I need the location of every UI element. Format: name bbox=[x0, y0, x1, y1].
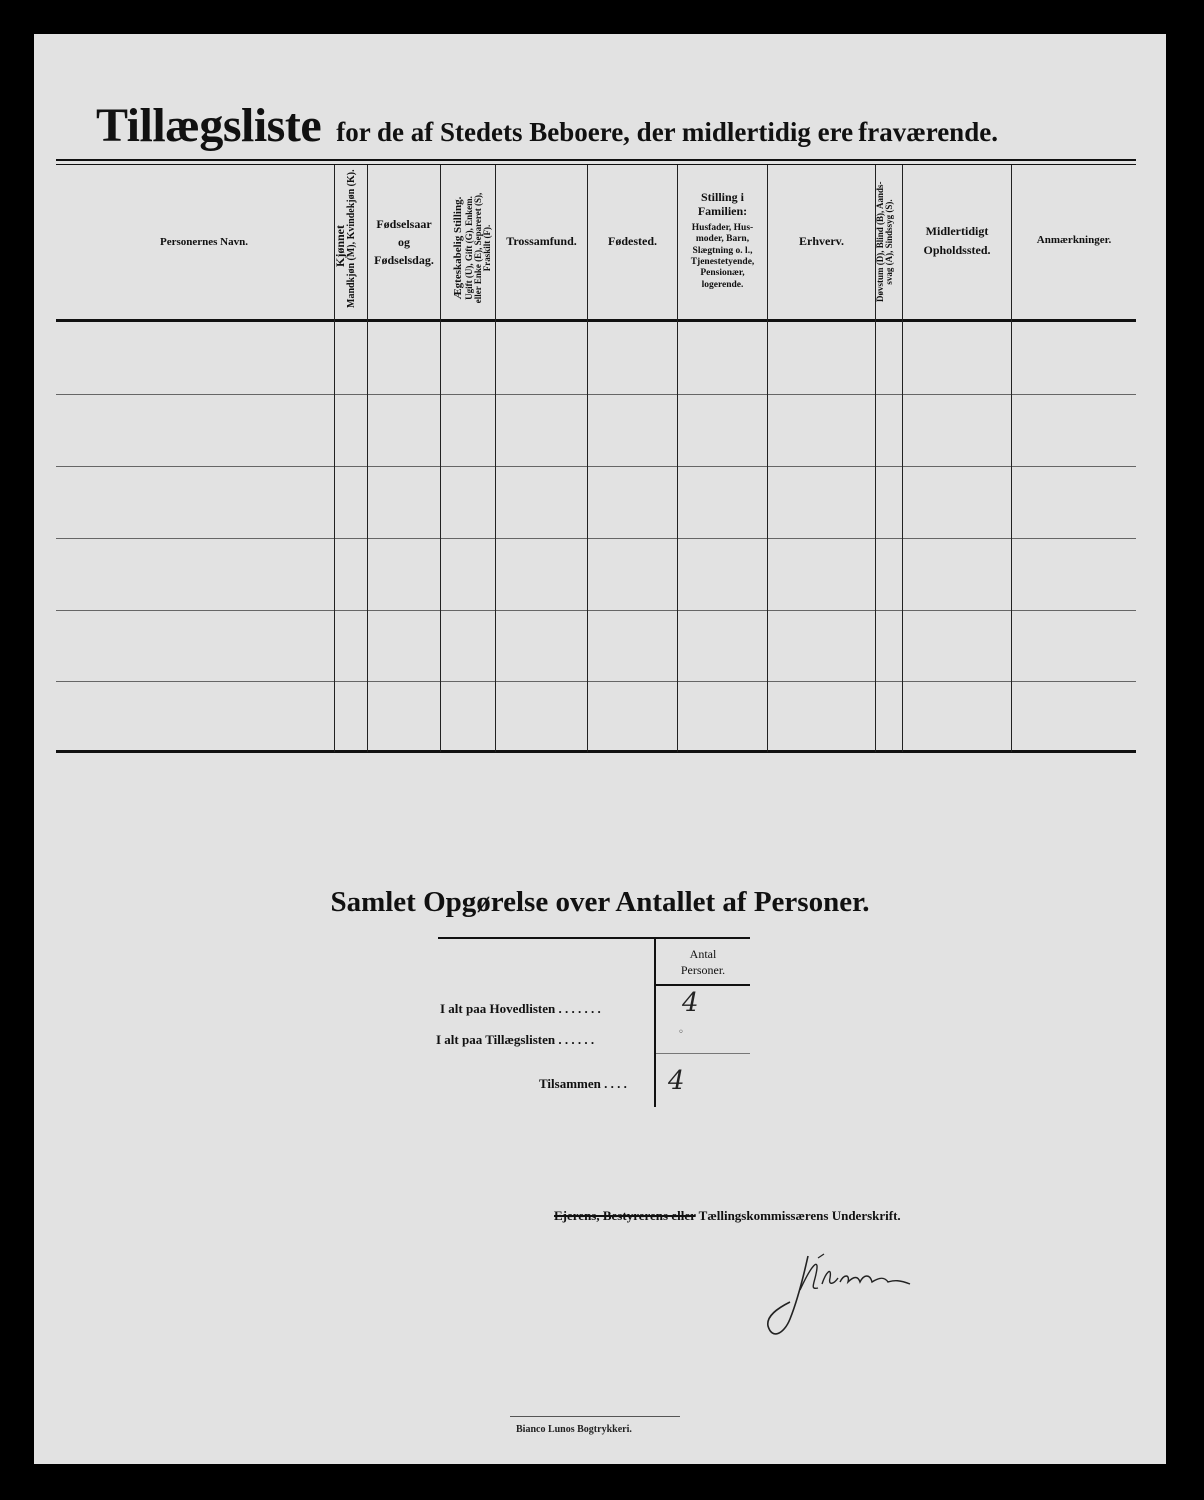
summary-header-rule bbox=[656, 984, 750, 986]
table-bottom-rule bbox=[56, 750, 1136, 753]
header-birthplace: Fødested. bbox=[608, 234, 657, 248]
summary-title: Samlet Opgørelse over Antallet af Personer. bbox=[330, 886, 870, 918]
summary-row-supplement-label: I alt paa Tillægslisten . . . . . . bbox=[436, 1032, 595, 1047]
header-faith: Trossamfund. bbox=[506, 234, 577, 248]
form-title-emphasis: fraværende. bbox=[858, 117, 998, 147]
summary-count-header-line-2: Personer. bbox=[680, 963, 726, 978]
form-title-main: Tillægsliste bbox=[96, 99, 322, 152]
form-title-rest: for de af Stedets Beboere, der midlertidig ere bbox=[336, 117, 854, 147]
table-row-rule bbox=[56, 610, 1136, 611]
table-row-rule bbox=[56, 466, 1136, 467]
header-remarks: Anmærkninger. bbox=[1036, 234, 1112, 246]
table-row-rule bbox=[56, 681, 1136, 682]
header-birth-line-2: og bbox=[398, 235, 410, 249]
header-occupation: Erhverv. bbox=[799, 234, 844, 248]
header-family-line-8: logerende. bbox=[701, 279, 744, 290]
header-family-position bbox=[678, 190, 767, 291]
header-family-line-5: Slægtning o. l., bbox=[692, 245, 753, 256]
summary-count-header bbox=[656, 946, 750, 978]
header-birth-line-3: Fødselsdag. bbox=[374, 253, 434, 267]
header-marital-line-4: Fraskilt (F). bbox=[482, 224, 493, 272]
table-header-rule bbox=[56, 319, 1136, 322]
table-row-rule bbox=[56, 394, 1136, 395]
header-names: Personernes Navn. bbox=[160, 236, 248, 248]
header-disability-line-2: svag (A), Sindssyg (S). bbox=[884, 199, 895, 285]
header-family-line-3: Husfader, Hus- bbox=[691, 222, 754, 233]
summary-row-total-label: Tilsammen . . . . bbox=[539, 1076, 627, 1091]
summary-row-main-list-value: 4 bbox=[682, 988, 699, 1018]
header-marital bbox=[453, 175, 501, 321]
handwritten-signature bbox=[760, 1244, 930, 1344]
header-residence-line-1: Midlertidigt bbox=[925, 224, 989, 238]
header-birth-line-1: Fødselsaar bbox=[376, 217, 432, 231]
header-family-line-7: Pensionær, bbox=[700, 268, 745, 279]
summary-count-header-line-1: Antal bbox=[689, 947, 717, 961]
column-divider bbox=[1011, 165, 1012, 752]
header-gender-line-1: Kjønnet bbox=[333, 225, 347, 267]
printer-imprint: Bianco Lunos Bogtrykkeri. bbox=[516, 1424, 632, 1435]
form-title bbox=[96, 98, 1146, 153]
table-top-rule-thin bbox=[56, 164, 1136, 165]
header-disability-line-1: Døvstum (D), Blind (B), Aands- bbox=[875, 181, 885, 302]
header-family-line-2: Familien: bbox=[697, 204, 748, 219]
header-gender-line-2: Mandkjøn (M), Kvindekjøn (K). bbox=[345, 169, 357, 308]
column-divider bbox=[440, 165, 441, 752]
summary-row-supplement-value: ◦ bbox=[678, 1027, 684, 1038]
header-gender bbox=[333, 169, 366, 308]
header-family-line-1: Stilling i bbox=[700, 190, 744, 204]
summary-subtotal-rule bbox=[656, 1053, 750, 1054]
summary-top-rule bbox=[438, 937, 750, 939]
header-family-line-6: Tjenestetyende, bbox=[690, 256, 755, 267]
summary-row-main-list-label: I alt paa Hovedlisten . . . . . . . bbox=[440, 1001, 601, 1016]
summary-row-total-value: 4 bbox=[668, 1066, 685, 1096]
table-row-rule bbox=[56, 538, 1136, 539]
header-family-line-4: moder, Barn, bbox=[695, 234, 750, 245]
signature-caption-text: Tællingskommissærens Underskrift. bbox=[698, 1208, 901, 1223]
header-marital-line-3: eller Enke (E), Separeret (S), bbox=[472, 192, 483, 304]
census-form-page bbox=[34, 34, 1166, 1464]
header-marital-line-2: Ugift (U), Gift (G), Enkem. bbox=[463, 196, 474, 300]
printer-rule bbox=[510, 1416, 680, 1417]
header-disability bbox=[876, 182, 902, 302]
header-residence-line-2: Opholdssted. bbox=[923, 243, 991, 258]
column-divider bbox=[767, 165, 768, 752]
header-temporary-residence bbox=[903, 222, 1011, 260]
header-marital-line-1: Ægteskabelig Stilling. bbox=[452, 196, 464, 300]
table-top-rule bbox=[56, 159, 1136, 161]
column-divider bbox=[587, 165, 588, 752]
header-birth bbox=[368, 217, 440, 268]
signature-struck-text: Ejerens, Bestyrerens eller bbox=[554, 1208, 696, 1223]
signature-caption bbox=[554, 1208, 901, 1224]
